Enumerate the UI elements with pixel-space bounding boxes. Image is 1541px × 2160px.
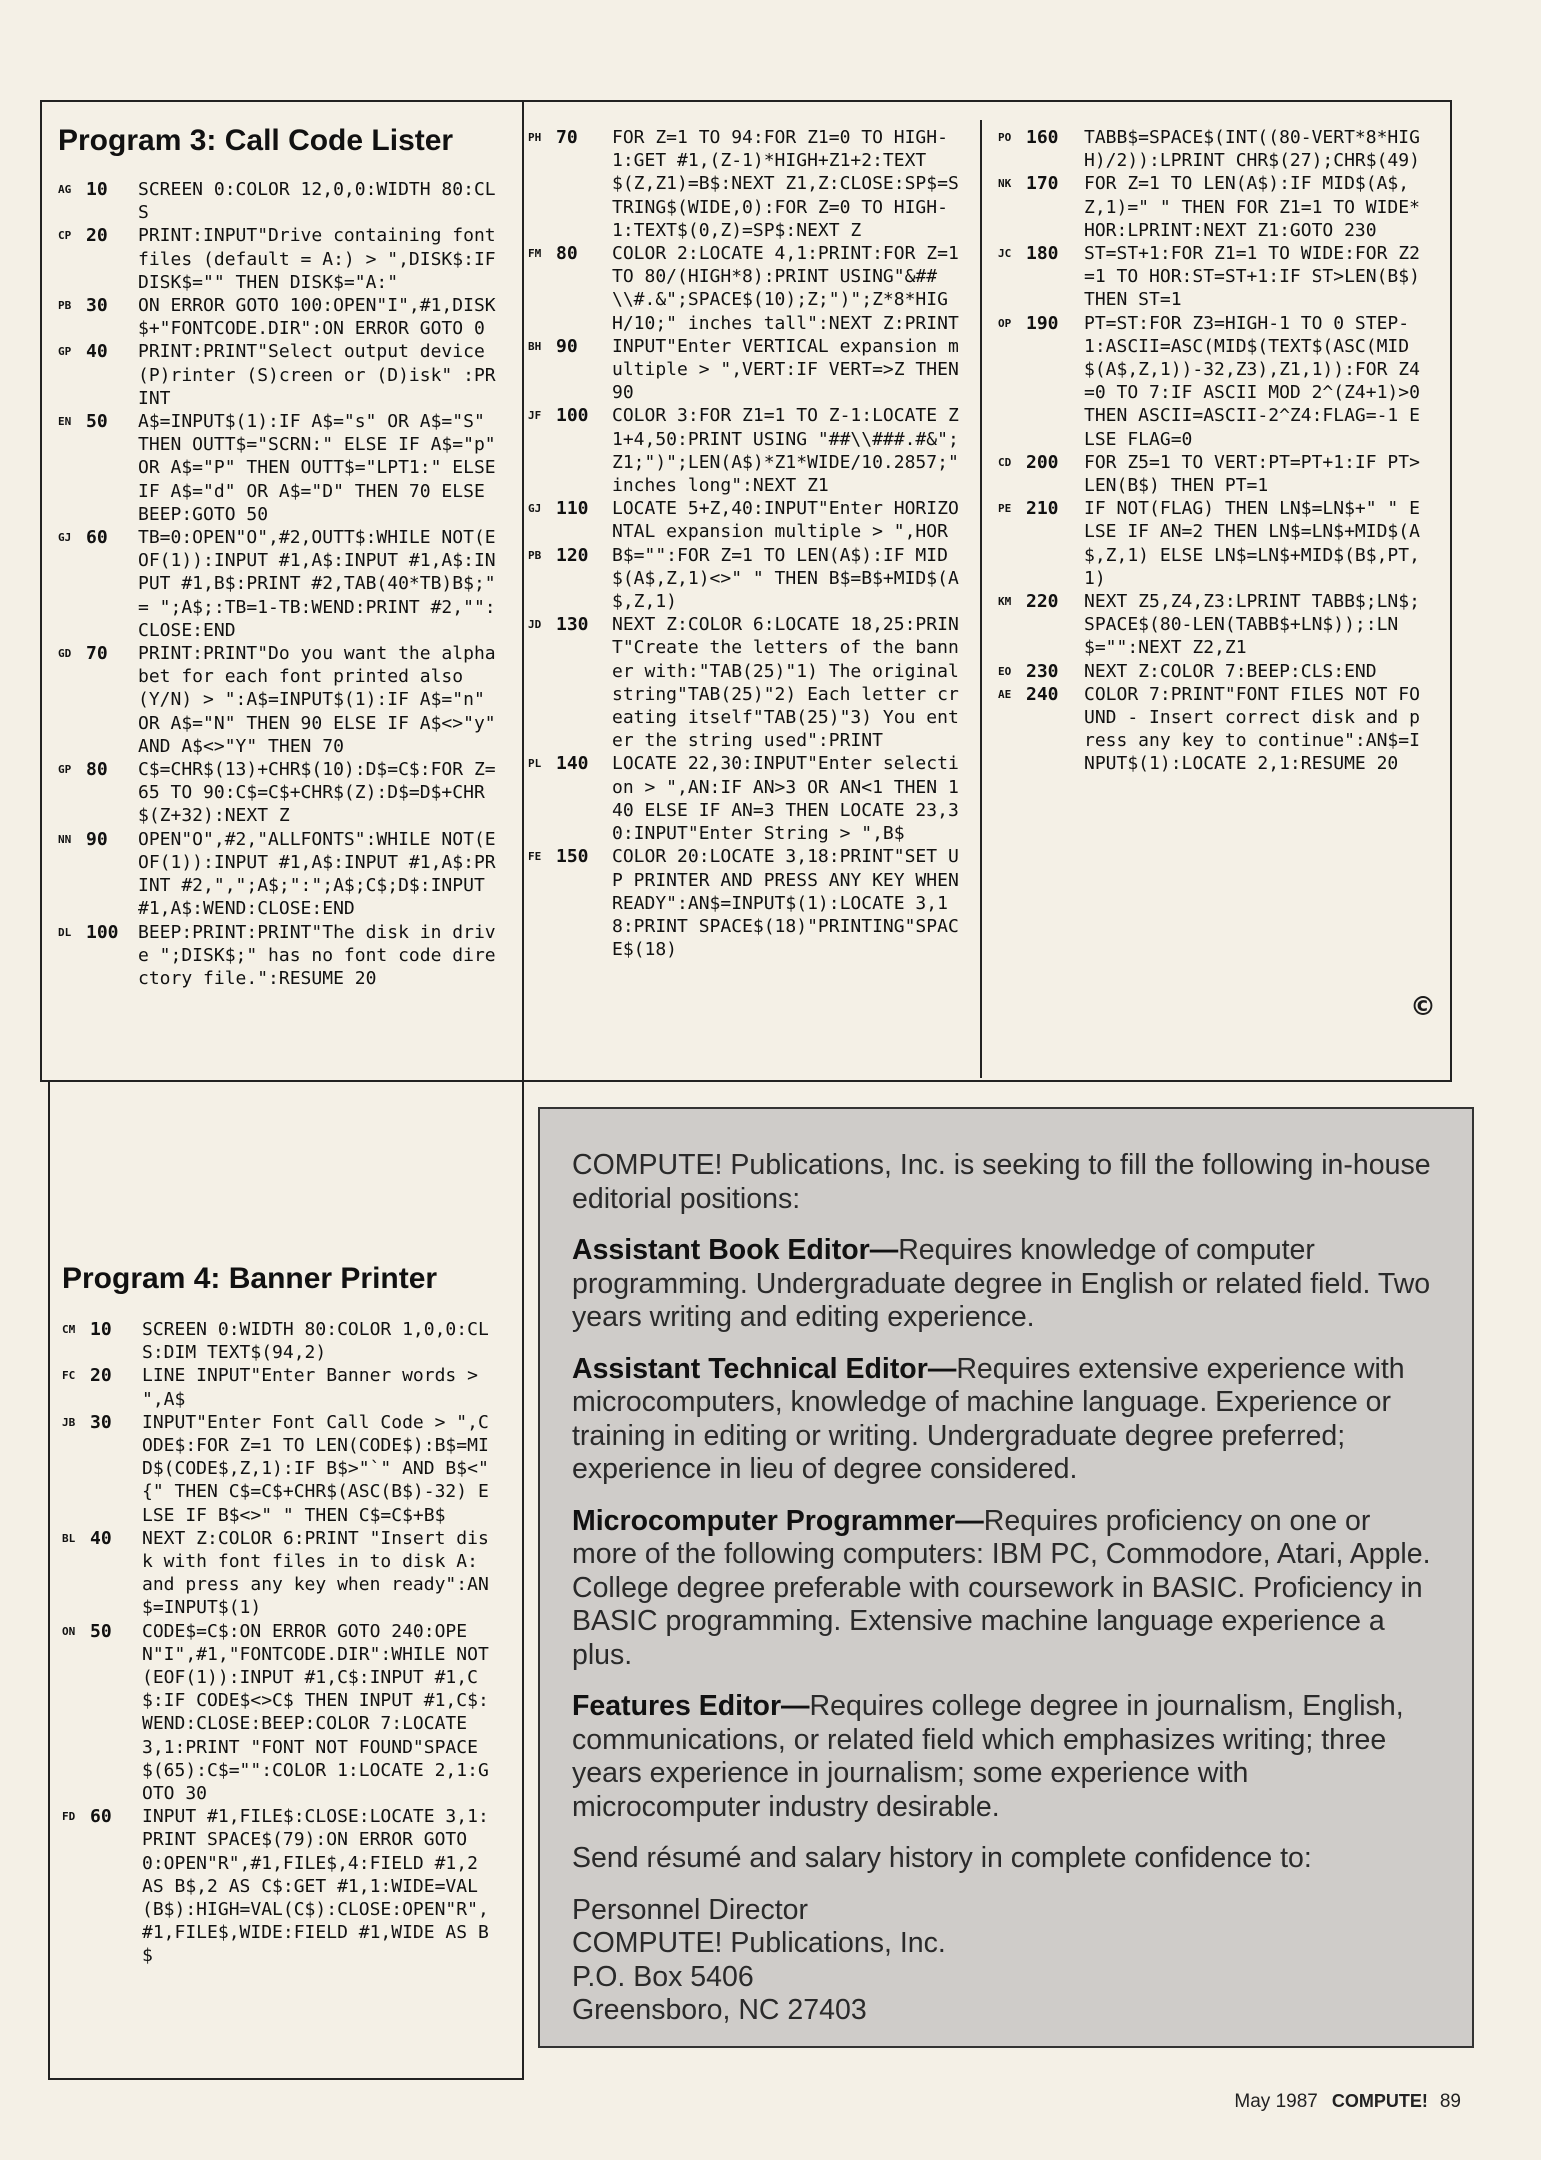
code-line [528, 845, 968, 961]
line-number: 40 [86, 341, 108, 363]
code-line [998, 451, 1430, 497]
publication-name: COMPUTE! [1331, 2091, 1428, 2111]
code-line [62, 1527, 498, 1620]
address-line: Personnel Director [572, 1893, 809, 1926]
checksum-code: JB [62, 1415, 76, 1429]
issue-date: May 1987 [1234, 2091, 1318, 2112]
basic-statement: A$=INPUT$(1):IF A$="s" OR A$="S" THEN OUTT$="SCRN:" ELSE IF A$="p" OR A$="P" THEN OUTT$="LPT1:" ELSE IF A$="d" OR A$="D" THEN 70 ELSE BEEP:GOTO 50 [138, 411, 507, 525]
job-listing [572, 1353, 1442, 1487]
code-line [62, 1805, 498, 1967]
line-number: 100 [556, 405, 589, 427]
line-number: 210 [1026, 498, 1059, 520]
basic-statement: ST=ST+1:FOR Z1=1 TO WIDE:FOR Z2=1 TO HOR:ST=ST+1:IF ST>LEN(B$) THEN ST=1 [1084, 243, 1431, 311]
code-line [58, 921, 496, 991]
job-listing [572, 1234, 1442, 1335]
code-line [58, 224, 507, 294]
em-dash: — [927, 1352, 957, 1385]
checksum-code: CP [58, 229, 72, 243]
line-number: 20 [86, 225, 108, 247]
program4-listing-part2 [528, 126, 968, 961]
program4-listing-part1 [62, 1318, 498, 1968]
line-number: 30 [90, 1411, 112, 1433]
basic-statement: INPUT"Enter Font Call Code > ",CODE$:FOR Z=1 TO LEN(CODE$):B$=MID$(CODE$,Z,1):IF B$>"`" AND B$<"{" THEN C$=C$+CHR$(ASC(B$)-32) ELSE IF B$<>" " THEN C$=C$+B$ [142, 1411, 489, 1526]
checksum-code: GP [58, 763, 72, 777]
basic-statement: COLOR 20:LOCATE 3,18:PRINT"SET UP PRINTER AND PRESS ANY KEY WHEN READY":AN$=INPUT$(1):LOCATE 3,18:PRINT SPACE$(18)"PRINTING"SPACE$(18) [612, 846, 970, 961]
line-number: 90 [556, 335, 578, 357]
ad-intro: COMPUTE! Publications, Inc. is seeking to fill the following in-house editorial positions: [572, 1149, 1431, 1215]
checksum-code: GD [58, 647, 72, 661]
job-requirements: Requires college degree in journalism, English, communications, or related field which emphasizes writing; three years experience in journalism; some experience with microcomputer industry desirable. [572, 1690, 1404, 1823]
line-number: 110 [556, 498, 589, 520]
mailing-address [572, 1894, 1442, 2028]
checksum-code: PH [528, 131, 542, 144]
checksum-code: OP [998, 316, 1012, 330]
checksum-code: CM [62, 1323, 76, 1336]
checksum-code: NN [58, 832, 72, 846]
job-requirements: Requires knowledge of computer programming. Undergraduate degree in English or related field. Two years writing and editing experience. [572, 1234, 1431, 1333]
basic-statement: FOR Z5=1 TO VERT:PT=PT+1:IF PT>LEN(B$) THEN PT=1 [1084, 451, 1420, 497]
basic-statement: INPUT"Enter VERTICAL expansion multiple > ",VERT:IF VERT=>Z THEN 90 [612, 335, 970, 404]
code-line [58, 294, 496, 340]
code-line [998, 590, 1430, 660]
line-number: 80 [556, 243, 578, 265]
basic-statement: TABB$=SPACE$(INT((80-VERT*8*HIGH)/2)):LPRINT CHR$(27);CHR$(49) [1084, 127, 1420, 172]
job-list [572, 1234, 1442, 1824]
basic-statement: LOCATE 5+Z,40:INPUT"Enter HORIZONTAL expansion multiple > ",HOR [612, 498, 959, 543]
checksum-code: PL [528, 757, 542, 771]
basic-statement: COLOR 3:FOR Z1=1 TO Z-1:LOCATE Z1+4,50:PRINT USING "##\\###.#&";Z1;")";LEN(A$)*Z1*WIDE/10.2857;" inches long":NEXT Z1 [612, 405, 970, 497]
program4-title: Program 4: Banner Printer [62, 1262, 438, 1295]
line-number: 230 [1026, 660, 1059, 682]
basic-statement: B$="":FOR Z=1 TO LEN(A$):IF MID$(A$,Z,1)<>" " THEN B$=B$+MID$(A$,Z,1) [612, 544, 959, 613]
basic-statement: PT=ST:FOR Z3=HIGH-1 TO 0 STEP-1:ASCII=ASC(MID$(TEXT$(ASC(MID$(A$,Z,1))-32,Z3),Z1,1)):FOR Z4=0 TO 7:IF ASCII MOD 2^(Z4+1)>0 THEN ASCII=ASCII-2^Z4:FLAG=-1 ELSE FLAG=0 [1084, 312, 1431, 450]
job-title: Assistant Book Editor [572, 1234, 870, 1266]
line-number: 140 [556, 753, 589, 775]
line-number: 130 [556, 614, 589, 636]
line-number: 80 [86, 759, 108, 781]
checksum-code: JD [528, 618, 542, 632]
line-number: 10 [86, 179, 108, 200]
checksum-code: KM [998, 595, 1012, 609]
code-line [998, 683, 1430, 776]
program3-title: Program 3: Call Code Lister [58, 124, 454, 157]
em-dash: — [869, 1234, 899, 1266]
basic-statement: CODE$=C$:ON ERROR GOTO 240:OPEN"I",#1,"FONTCODE.DIR":WHILE NOT(EOF(1)):INPUT #1,C$:INPUT #1,C$:IF CODE$<>C$ THEN INPUT #1,C$:WEND:CLOSE:BEEP:COLOR 7:LOCATE 3,1:PRINT "FONT NOT FOUND"SPACE$(65):C$="":COLOR 1:LOCATE 2,1:GOTO 30 [142, 1620, 489, 1805]
checksum-code: GJ [528, 502, 542, 516]
line-number: 120 [556, 544, 589, 566]
checksum-code: ON [62, 1624, 76, 1638]
line-number: 40 [90, 1527, 112, 1549]
code-line [528, 497, 968, 543]
basic-statement: INPUT #1,FILE$:CLOSE:LOCATE 3,1:PRINT SPACE$(79):ON ERROR GOTO 0:OPEN"R",#1,FILE$,4:FIELD #1,2 AS B$,2 AS C$:GET #1,1:WIDE=VAL(B$):HIGH=VAL(C$):CLOSE:OPEN"R",#1,FILE$,WIDE:FIELD #1,WIDE AS B$ [142, 1806, 489, 1967]
job-listing [572, 1505, 1442, 1673]
code-line [998, 242, 1430, 312]
code-line [528, 613, 968, 752]
basic-statement: LINE INPUT"Enter Banner words > ",A$ [142, 1365, 489, 1410]
checksum-code: CD [998, 455, 1012, 469]
code-line [998, 312, 1430, 451]
basic-statement: NEXT Z:COLOR 6:PRINT "Insert disk with font files in to disk A: and press any key when ready":AN$=INPUT$(1) [142, 1527, 489, 1619]
line-number: 160 [1026, 127, 1059, 148]
basic-statement: ON ERROR GOTO 100:OPEN"I",#1,DISK$+"FONTCODE.DIR":ON ERROR GOTO 0 [138, 295, 496, 340]
checksum-code: PB [528, 548, 542, 562]
basic-statement: PRINT:INPUT"Drive containing font files (default = A:) > ",DISK$:IF DISK$="" THEN DISK$="A:" [138, 225, 507, 293]
code-line [528, 242, 968, 335]
basic-statement: OPEN"O",#2,"ALLFONTS":WHILE NOT(EOF(1)):INPUT #1,A$:INPUT #1,A$:PRINT #2,",";A$;":";A$;C$;D$:INPUT #1,A$:WEND:CLOSE:END [138, 828, 496, 920]
basic-statement: C$=CHR$(13)+CHR$(10):D$=C$:FOR Z=65 TO 90:C$=C$+CHR$(Z):D$=D$+CHR$(Z+32):NEXT Z [138, 759, 496, 827]
basic-statement: BEEP:PRINT:PRINT"The disk in drive ";DISK$;" has no font code directory file.":RESUME 20 [138, 921, 496, 989]
checksum-code: DL [58, 925, 72, 939]
line-number: 50 [90, 1620, 112, 1642]
ad-send-instructions: Send résumé and salary history in complete confidence to: [572, 1842, 1312, 1874]
line-number: 220 [1026, 591, 1059, 613]
code-line [58, 410, 507, 526]
line-number: 10 [90, 1319, 112, 1340]
checksum-code: PB [58, 299, 72, 313]
basic-statement: FOR Z=1 TO LEN(A$):IF MID$(A$,Z,1)=" " THEN FOR Z1=1 TO WIDE*HOR:LPRINT:NEXT Z1:GOTO 230 [1084, 173, 1420, 241]
code-line [528, 544, 968, 614]
checksum-code: AG [58, 183, 72, 196]
copyright-mark: © [1410, 992, 1436, 1022]
job-advertisement [538, 1107, 1474, 2048]
em-dash: — [781, 1690, 810, 1722]
line-number: 70 [86, 643, 108, 665]
basic-statement: NEXT Z:COLOR 7:BEEP:CLS:END [1084, 660, 1377, 682]
basic-statement: NEXT Z5,Z4,Z3:LPRINT TABB$;LN$;SPACE$(80-LEN(TABB$+LN$));:LN$="":NEXT Z2,Z1 [1084, 591, 1420, 659]
page-footer [1234, 2091, 1461, 2113]
basic-statement: TB=0:OPEN"O",#2,OUTT$:WHILE NOT(EOF(1)):INPUT #1,A$:INPUT #1,A$:INPUT #1,B$:PRINT #2,TAB(40*TB)B$;" = ";A$;:TB=1-TB:WEND:PRINT #2,"":CLOSE:END [138, 527, 507, 641]
job-requirements: Requires proficiency on one or more of the following computers: IBM PC, Commodore, Atari, Apple. College degree preferable with coursework in BASIC. Proficiency in BASIC programming. Extensive machine language experience a plus. [572, 1504, 1431, 1671]
basic-statement: FOR Z=1 TO 94:FOR Z1=0 TO HIGH-1:GET #1,(Z-1)*HIGH+Z1+2:TEXT$(Z,Z1)=B$:NEXT Z1,Z:CLOSE:SP$=STRING$(WIDE,0):FOR Z=0 TO HIGH-1:TEXT$(0,Z)=SP$:NEXT Z [612, 127, 959, 241]
em-dash: — [955, 1504, 984, 1537]
line-number: 190 [1026, 312, 1059, 334]
basic-statement: SCREEN 0:WIDTH 80:COLOR 1,0,0:CLS:DIM TEXT$(94,2) [142, 1319, 489, 1364]
basic-statement: COLOR 2:LOCATE 4,1:PRINT:FOR Z=1 TO 80/(HIGH*8):PRINT USING"&##\\#.&";SPACE$(10);Z;")";Z*8*HIGH/10;" inches tall":NEXT Z:PRINT [612, 243, 970, 334]
code-line [528, 404, 968, 497]
code-line [58, 178, 496, 224]
checksum-code: FC [62, 1369, 76, 1383]
line-number: 200 [1026, 451, 1059, 473]
job-requirements: Requires extensive experience with microcomputers, knowledge of machine language. Experience or training in editing or writing. Undergraduate degree preferred; experience in lieu of degree considered. [572, 1352, 1405, 1485]
checksum-code: NK [998, 177, 1012, 191]
basic-statement: COLOR 7:PRINT"FONT FILES NOT FOUND - Insert correct disk and press any key to continue":AN$=INPUT$(1):LOCATE 2,1:RESUME 20 [1084, 683, 1420, 775]
checksum-code: JF [528, 409, 542, 423]
checksum-code: FD [62, 1810, 76, 1824]
line-number: 20 [90, 1365, 112, 1387]
code-line [58, 828, 496, 921]
code-line [58, 340, 496, 410]
job-title: Assistant Technical Editor [572, 1352, 928, 1385]
line-number: 50 [86, 411, 108, 433]
checksum-code: FE [528, 850, 542, 864]
code-line [58, 758, 496, 828]
job-title: Microcomputer Programmer [572, 1504, 956, 1537]
basic-statement: PRINT:PRINT"Select output device (P)rinter (S)creen or (D)isk" :PRINT [138, 341, 496, 409]
code-line [998, 172, 1430, 242]
basic-statement: SCREEN 0:COLOR 12,0,0:WIDTH 80:CLS [138, 179, 496, 224]
address-line: P.O. Box 5406 [572, 1960, 754, 1993]
checksum-code: GJ [58, 531, 72, 545]
basic-statement: LOCATE 22,30:INPUT"Enter selection > ",AN:IF AN>3 OR AN<1 THEN 140 ELSE IF AN=3 THEN LOCATE 23,30:INPUT"Enter String > ",B$ [612, 753, 959, 845]
line-number: 100 [86, 921, 119, 943]
code-line [62, 1620, 498, 1806]
code-line [998, 126, 1430, 172]
code-line [62, 1364, 498, 1410]
program4-listing-part3 [998, 126, 1430, 776]
job-listing [572, 1690, 1442, 1824]
code-line [62, 1411, 498, 1527]
checksum-code: AE [998, 687, 1012, 701]
checksum-code: BH [528, 339, 542, 353]
line-number: 30 [86, 295, 108, 317]
basic-statement: PRINT:PRINT"Do you want the alphabet for each font printed also (Y/N) > ":A$=INPUT$(1):IF A$="n" OR A$="N" THEN 90 ELSE IF A$<>"y" AND A$<>"Y" THEN 70 [138, 643, 507, 757]
address-line: COMPUTE! Publications, Inc. [572, 1927, 946, 1959]
checksum-code: FM [528, 247, 542, 261]
address-line: Greensboro, NC 27403 [572, 1994, 867, 2026]
line-number: 70 [556, 127, 578, 148]
checksum-code: PO [998, 131, 1012, 144]
code-line [528, 752, 968, 845]
line-number: 170 [1026, 173, 1059, 195]
line-number: 60 [90, 1806, 112, 1828]
code-line [58, 642, 507, 758]
basic-statement: NEXT Z:COLOR 6:LOCATE 18,25:PRINT"Create the letters of the banner with:"TAB(25)"1) The original string"TAB(25)"2) Each letter creating itself"TAB(25)"3) You enter the string used":PRINT [612, 614, 970, 752]
code-line [62, 1318, 498, 1364]
line-number: 150 [556, 846, 589, 868]
page-number: 89 [1439, 2091, 1461, 2112]
job-title: Features Editor [572, 1690, 782, 1722]
line-number: 180 [1026, 243, 1059, 265]
program3-listing [58, 178, 507, 990]
line-number: 90 [86, 828, 108, 850]
column-divider-2 [980, 120, 982, 1078]
checksum-code: JC [998, 247, 1012, 261]
line-number: 240 [1026, 683, 1059, 705]
code-line [528, 335, 968, 405]
checksum-code: GP [58, 345, 72, 359]
code-line [528, 126, 968, 242]
code-line [58, 526, 507, 642]
checksum-code: EO [998, 664, 1012, 678]
checksum-code: PE [998, 502, 1012, 516]
basic-statement: IF NOT(FLAG) THEN LN$=LN$+" " ELSE IF AN=2 THEN LN$=LN$+MID$(A$,Z,1) ELSE LN$=LN$+MID$(B$,PT,1) [1084, 498, 1420, 589]
line-number: 60 [86, 527, 108, 549]
checksum-code: BL [62, 1531, 76, 1545]
checksum-code: EN [58, 415, 72, 429]
code-line [998, 660, 1430, 683]
code-line [998, 497, 1430, 590]
